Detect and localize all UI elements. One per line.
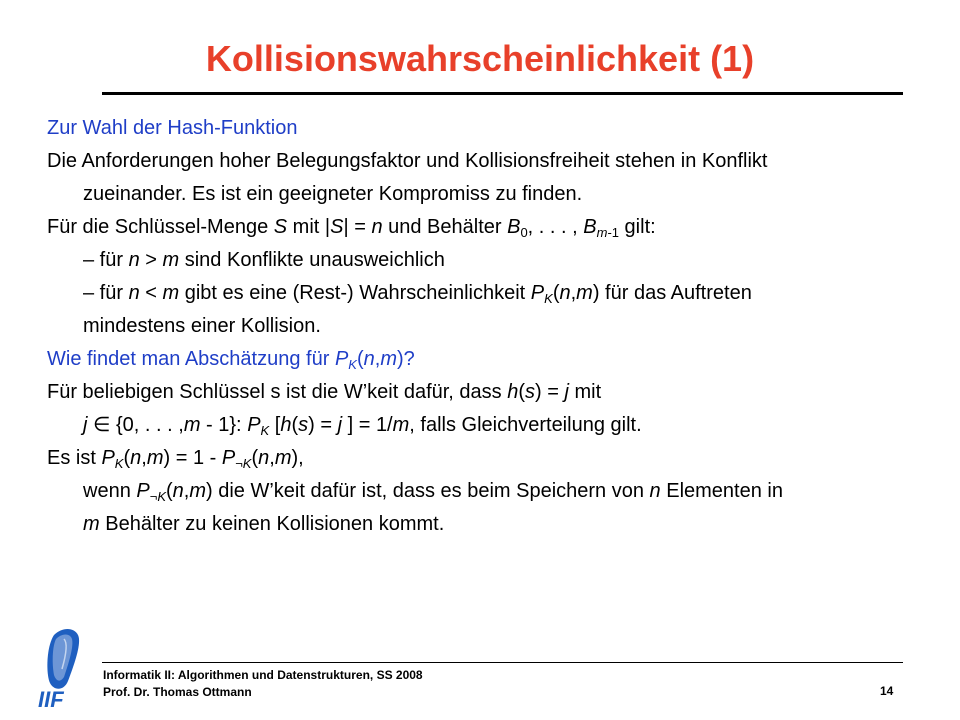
paragraph-1: Die Anforderungen hoher Belegungsfaktor und Kollisionsfreiheit stehen in Konflikt: [47, 150, 768, 172]
title-divider: [102, 92, 903, 95]
slide-body: [47, 112, 927, 541]
footer-course: Informatik II: Algorithmen und Datenstrukturen, SS 2008: [103, 668, 423, 682]
bullet-2-cont: mindestens einer Kollision.: [83, 315, 321, 337]
question-line: Wie findet man Abschätzung für $P_K(n,m)$?: [47, 348, 415, 372]
paragraph-1-cont: zueinander. Es ist ein geeigneter Kompromiss zu finden.: [83, 183, 583, 205]
paragraph-3: Für beliebigen Schlüssel s ist die W’keit dafür, dass h(s) = j mit: [47, 381, 602, 403]
paragraph-2: Für die Schlüssel-Menge S mit |S| = n und Behälter $B_0$, . . . , $B_{m-1}$ gilt:: [47, 216, 656, 240]
section-heading: Zur Wahl der Hash-Funktion: [47, 117, 298, 139]
page-number: 14: [880, 684, 894, 698]
paragraph-4-cont: wenn $P_{\neg K}(n,m)$ die W’keit dafür ist, dass es beim Speichern von n Elementen in: [83, 480, 783, 504]
footer-author: Prof. Dr. Thomas Ottmann: [103, 685, 252, 699]
bullet-2: – für n < m gibt es eine (Rest-) Wahrscheinlichkeit $P_K(n,m)$ für das Auftreten: [83, 282, 752, 306]
bullet-1: – für n > m sind Konflikte unausweichlich: [83, 249, 445, 271]
paragraph-4: Es ist $P_K(n,m) = 1 - P_{\neg K}(n,m)$,: [47, 447, 304, 471]
iif-logo: [24, 625, 92, 710]
paragraph-3-cont: j ∈ {0, . . . ,m - 1}: $P_K$ [h(s) = j ] = 1/m, falls Gleichverteilung gilt.: [83, 414, 642, 438]
page-title: Kollisionswahrscheinlichkeit (1): [205, 38, 755, 79]
paragraph-4-cont2: m Behälter zu keinen Kollisionen kommt.: [83, 513, 445, 535]
footer-divider: [102, 662, 903, 663]
logo-text: IIF: [38, 687, 64, 710]
footer: [103, 667, 423, 701]
